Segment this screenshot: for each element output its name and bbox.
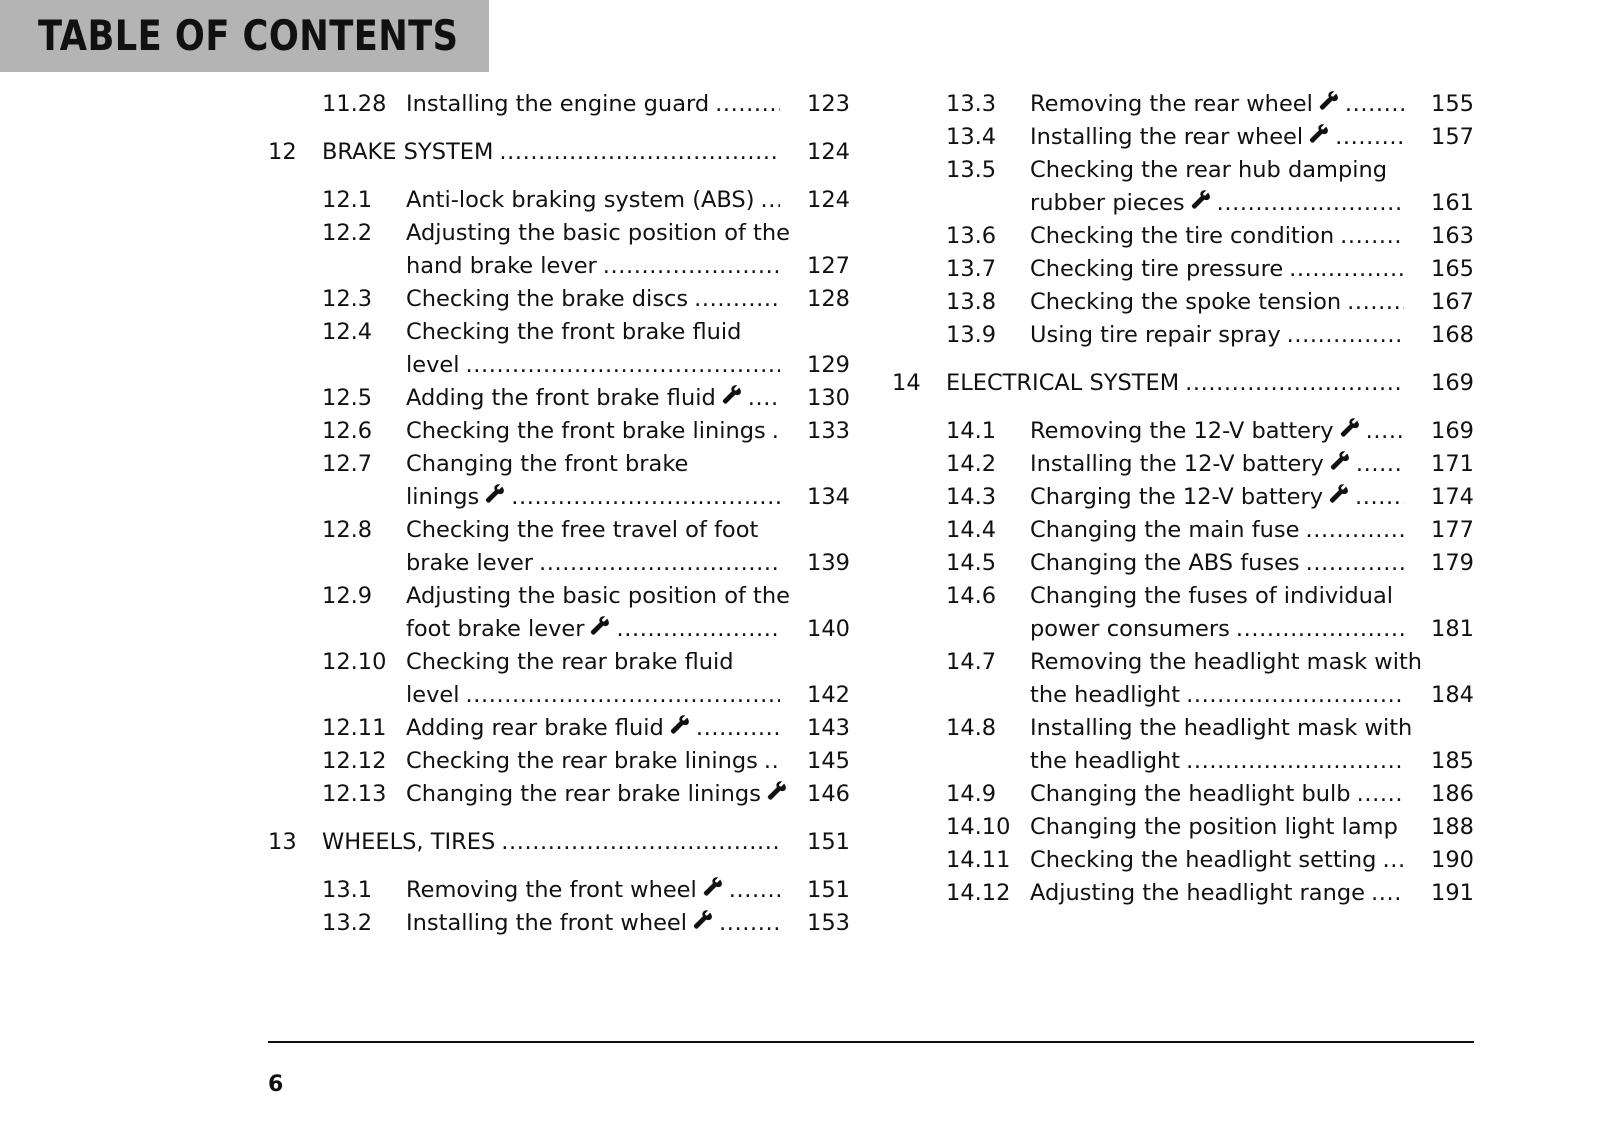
dot-leader <box>1306 547 1404 580</box>
dot-leader <box>1186 679 1404 712</box>
page-ref: 142 <box>807 682 850 708</box>
page-ref: 139 <box>807 550 850 576</box>
dot-leader <box>1217 187 1404 220</box>
dot-leader <box>1340 220 1404 253</box>
dot-leader <box>1356 448 1404 481</box>
entry-number: 13.4 <box>946 124 997 150</box>
entry-number: 14.6 <box>946 583 997 609</box>
dot-leader <box>603 250 780 283</box>
dot-leader <box>1186 745 1404 778</box>
entry-title: Installing the 12-V battery <box>1030 451 1324 477</box>
entry-title: linings <box>406 484 480 510</box>
page-ref: 130 <box>807 385 850 411</box>
entry-number: 14.11 <box>946 847 1011 873</box>
page-ref: 171 <box>1431 451 1474 477</box>
entry-number: 13.1 <box>322 877 373 903</box>
page-ref: 191 <box>1431 880 1474 906</box>
entry-title: power consumers <box>1030 616 1230 642</box>
entry-number: 13.3 <box>946 91 997 117</box>
toc-entry-line[interactable] <box>268 778 850 811</box>
section-title: ELECTRICAL SYSTEM <box>946 370 1180 396</box>
toc-section-line[interactable] <box>268 136 850 169</box>
page-ref: 169 <box>1431 418 1474 444</box>
entry-title: Checking the front brake linings <box>406 418 766 444</box>
entry-number: 13.5 <box>946 157 997 183</box>
toc-entry-line[interactable] <box>892 877 1474 910</box>
section-title: WHEELS, TIRES <box>322 829 496 855</box>
page-ref: 128 <box>807 286 850 312</box>
dot-leader <box>499 136 780 169</box>
toc-entry-line[interactable] <box>268 907 850 940</box>
entry-number: 13.9 <box>946 322 997 348</box>
toc-entry-line[interactable] <box>892 187 1474 220</box>
entry-number: 14.2 <box>946 451 997 477</box>
page-ref: 161 <box>1431 190 1474 216</box>
toc-entry-line[interactable] <box>268 349 850 382</box>
dot-leader <box>1287 319 1404 352</box>
dot-leader <box>501 826 780 859</box>
entry-title: Adding rear brake fluid <box>406 715 664 741</box>
wrench-icon <box>693 907 713 927</box>
entry-title: Checking the rear brake linings <box>406 748 758 774</box>
dot-leader <box>715 88 780 121</box>
dot-leader <box>466 349 780 382</box>
wrench-icon <box>1319 88 1339 108</box>
entry-title: Checking the rear hub damping <box>1030 157 1388 183</box>
dot-leader <box>466 679 780 712</box>
entry-number: 14.4 <box>946 517 997 543</box>
page-ref: 163 <box>1431 223 1474 249</box>
entry-title: Changing the rear brake linings <box>406 781 761 807</box>
toc-entry-line[interactable] <box>892 745 1474 778</box>
entry-number: 14.12 <box>946 880 1011 906</box>
toc-entry-line[interactable] <box>892 253 1474 286</box>
entry-title: Removing the headlight mask with <box>1030 649 1423 675</box>
page-ref: 181 <box>1431 616 1474 642</box>
toc-left-column <box>268 88 850 940</box>
toc-entry-line[interactable] <box>268 283 850 316</box>
entry-title: Anti-lock braking system (ABS) <box>406 187 755 213</box>
page-ref: 123 <box>807 91 850 117</box>
entry-number: 12.10 <box>322 649 387 675</box>
dot-leader <box>539 547 780 580</box>
entry-title: Checking the spoke tension <box>1030 289 1342 315</box>
entry-title: Checking the tire condition <box>1030 223 1335 249</box>
dot-leader <box>748 382 780 415</box>
entry-title: Checking the free travel of foot <box>406 517 759 543</box>
dot-leader <box>772 415 780 448</box>
page-ref: 168 <box>1431 322 1474 348</box>
entry-number: 12.13 <box>322 781 387 807</box>
section-number: 14 <box>892 370 921 396</box>
toc-entry-line[interactable] <box>268 547 850 580</box>
dot-leader <box>1335 121 1404 154</box>
entry-title: the headlight <box>1030 682 1181 708</box>
footer-rule <box>268 1041 1474 1043</box>
toc-entry-line[interactable] <box>892 613 1474 646</box>
dot-leader <box>1357 778 1404 811</box>
entry-number: 14.5 <box>946 550 997 576</box>
entry-title: brake lever <box>406 550 534 576</box>
dot-leader <box>1305 514 1404 547</box>
page-ref: 143 <box>807 715 850 741</box>
dot-leader <box>764 745 780 778</box>
toc-entry-line[interactable] <box>268 679 850 712</box>
entry-title: Removing the front wheel <box>406 877 697 903</box>
toc-entry-line[interactable] <box>268 217 850 250</box>
toc-entry-line[interactable] <box>268 184 850 217</box>
entry-number: 12.4 <box>322 319 373 345</box>
entry-number: 14.8 <box>946 715 997 741</box>
page-ref: 146 <box>807 781 850 807</box>
dot-leader <box>1382 844 1404 877</box>
page-ref: 186 <box>1431 781 1474 807</box>
entry-number: 12.5 <box>322 385 373 411</box>
page-ref: 185 <box>1431 748 1474 774</box>
dot-leader <box>719 907 780 940</box>
entry-number: 14.9 <box>946 781 997 807</box>
dot-leader <box>760 184 780 217</box>
entry-title: Charging the 12-V battery <box>1030 484 1324 510</box>
toc-entry-line[interactable] <box>892 679 1474 712</box>
dot-leader <box>1185 367 1404 400</box>
entry-number: 14.7 <box>946 649 997 675</box>
section-number: 12 <box>268 139 297 165</box>
toc-entry-line[interactable] <box>892 286 1474 319</box>
entry-title: Adding the front brake fluid <box>406 385 716 411</box>
page-ref: 167 <box>1431 289 1474 315</box>
entry-title: Using tire repair spray <box>1030 322 1281 348</box>
entry-number: 12.3 <box>322 286 373 312</box>
page-ref: 124 <box>807 139 850 165</box>
entry-title: Changing the headlight bulb <box>1030 781 1351 807</box>
toc-entry-line[interactable] <box>268 514 850 547</box>
dot-leader <box>511 481 780 514</box>
wrench-icon <box>670 712 690 732</box>
entry-number: 13.6 <box>946 223 997 249</box>
entry-title: foot brake lever <box>406 616 585 642</box>
entry-title: Removing the rear wheel <box>1030 91 1313 117</box>
toc-entry-line[interactable] <box>268 250 850 283</box>
entry-title: Adjusting the basic position of the <box>406 583 790 609</box>
dot-leader <box>729 874 780 907</box>
entry-title: Changing the position light lamp <box>1030 814 1398 840</box>
toc-entry-line[interactable] <box>892 778 1474 811</box>
entry-title: Checking the brake discs <box>406 286 689 312</box>
page-ref: 151 <box>807 829 850 855</box>
toc-entry-line[interactable] <box>268 481 850 514</box>
dot-leader <box>1289 253 1404 286</box>
entry-number: 12.1 <box>322 187 373 213</box>
toc-entry-line[interactable] <box>892 712 1474 745</box>
wrench-icon <box>722 382 742 402</box>
header-band <box>0 0 489 72</box>
toc-entry-line[interactable] <box>892 547 1474 580</box>
page-number: 6 <box>268 1072 284 1097</box>
wrench-icon <box>1329 481 1349 501</box>
toc-entry-line[interactable] <box>268 580 850 613</box>
toc-entry-line[interactable] <box>268 415 850 448</box>
entry-number: 14.10 <box>946 814 1011 840</box>
entry-title: Changing the main fuse <box>1030 517 1300 543</box>
toc-entry-line[interactable] <box>268 88 850 121</box>
entry-title: Changing the front brake <box>406 451 689 477</box>
dot-leader <box>1347 286 1404 319</box>
page-ref: 127 <box>807 253 850 279</box>
toc-entry-line[interactable] <box>268 712 850 745</box>
page-ref: 188 <box>1431 814 1474 840</box>
page-ref: 155 <box>1431 91 1474 117</box>
entry-title: Installing the engine guard <box>406 91 710 117</box>
toc-entry-line[interactable] <box>892 580 1474 613</box>
page-ref: 145 <box>807 748 850 774</box>
section-number: 13 <box>268 829 297 855</box>
entry-number: 11.28 <box>322 91 387 117</box>
page-ref: 153 <box>807 910 850 936</box>
entry-number: 13.7 <box>946 256 997 282</box>
entry-number: 12.2 <box>322 220 373 246</box>
page-ref: 134 <box>807 484 850 510</box>
toc-entry-line[interactable] <box>892 319 1474 352</box>
dot-leader <box>696 712 780 745</box>
dot-leader <box>694 283 780 316</box>
entry-title: Checking the front brake fluid <box>406 319 742 345</box>
toc-entry-line[interactable] <box>892 514 1474 547</box>
wrench-icon <box>703 874 723 894</box>
entry-number: 12.12 <box>322 748 387 774</box>
page-ref: 179 <box>1431 550 1474 576</box>
entry-number: 12.11 <box>322 715 387 741</box>
page-ref: 129 <box>807 352 850 378</box>
entry-number: 12.6 <box>322 418 373 444</box>
entry-title: level <box>406 682 460 708</box>
toc-entry-line[interactable] <box>892 844 1474 877</box>
toc-right-column <box>892 88 1474 910</box>
wrench-icon <box>767 778 787 798</box>
entry-title: rubber pieces <box>1030 190 1185 216</box>
toc-entry-line[interactable] <box>268 382 850 415</box>
dot-leader <box>1345 88 1404 121</box>
dot-leader <box>616 613 780 646</box>
toc-entry-line[interactable] <box>268 745 850 778</box>
entry-title: Adjusting the headlight range <box>1030 880 1365 906</box>
entry-number: 12.7 <box>322 451 373 477</box>
entry-number: 13.2 <box>322 910 373 936</box>
entry-title: Changing the ABS fuses <box>1030 550 1300 576</box>
entry-title: Installing the headlight mask with <box>1030 715 1413 741</box>
entry-number: 14.1 <box>946 418 997 444</box>
toc-section-line[interactable] <box>268 826 850 859</box>
entry-title: Checking the headlight setting <box>1030 847 1377 873</box>
page-ref: 124 <box>807 187 850 213</box>
entry-title: hand brake lever <box>406 253 597 279</box>
toc-entry-line[interactable] <box>268 316 850 349</box>
entry-number: 12.8 <box>322 517 373 543</box>
wrench-icon <box>485 481 505 501</box>
entry-title: Changing the fuses of individual <box>1030 583 1393 609</box>
wrench-icon <box>1191 187 1211 207</box>
toc-entry-line[interactable] <box>892 481 1474 514</box>
toc-entry-line[interactable] <box>892 415 1474 448</box>
wrench-icon <box>1340 415 1360 435</box>
entry-title: level <box>406 352 460 378</box>
entry-title: Removing the 12-V battery <box>1030 418 1334 444</box>
toc-entry-line[interactable] <box>892 220 1474 253</box>
toc-entry-line[interactable] <box>892 88 1474 121</box>
toc-entry-line[interactable] <box>892 121 1474 154</box>
page-ref: 177 <box>1431 517 1474 543</box>
entry-title: the headlight <box>1030 748 1181 774</box>
wrench-icon <box>1309 121 1329 141</box>
page-ref: 165 <box>1431 256 1474 282</box>
page-title: TABLE OF CONTENTS <box>38 11 459 60</box>
toc-entry-line[interactable] <box>268 613 850 646</box>
page-ref: 140 <box>807 616 850 642</box>
toc-entry-line[interactable] <box>892 448 1474 481</box>
toc-entry-line[interactable] <box>892 646 1474 679</box>
entry-title: Installing the rear wheel <box>1030 124 1304 150</box>
toc-entry-line[interactable] <box>268 874 850 907</box>
page-ref: 151 <box>807 877 850 903</box>
page-ref: 133 <box>807 418 850 444</box>
toc-entry-line[interactable] <box>892 154 1474 187</box>
dot-leader <box>1371 877 1404 910</box>
page-ref: 190 <box>1431 847 1474 873</box>
toc-entry-line[interactable] <box>268 448 850 481</box>
entry-title: Adjusting the basic position of the <box>406 220 790 246</box>
entry-title: Checking tire pressure <box>1030 256 1284 282</box>
entry-title: Checking the rear brake fluid <box>406 649 734 675</box>
page-ref: 157 <box>1431 124 1474 150</box>
page-ref: 184 <box>1431 682 1474 708</box>
entry-number: 12.9 <box>322 583 373 609</box>
entry-number: 14.3 <box>946 484 997 510</box>
page-ref: 169 <box>1431 370 1474 396</box>
toc-entry-line[interactable] <box>268 646 850 679</box>
entry-number: 13.8 <box>946 289 997 315</box>
wrench-icon <box>590 613 610 633</box>
dot-leader <box>1366 415 1404 448</box>
page-ref: 174 <box>1431 484 1474 510</box>
section-title: BRAKE SYSTEM <box>322 139 494 165</box>
dot-leader <box>1355 481 1404 514</box>
toc-section-line[interactable] <box>892 367 1474 400</box>
toc-entry-line[interactable] <box>892 811 1474 844</box>
dot-leader <box>1236 613 1404 646</box>
entry-title: Installing the front wheel <box>406 910 688 936</box>
wrench-icon <box>1330 448 1350 468</box>
